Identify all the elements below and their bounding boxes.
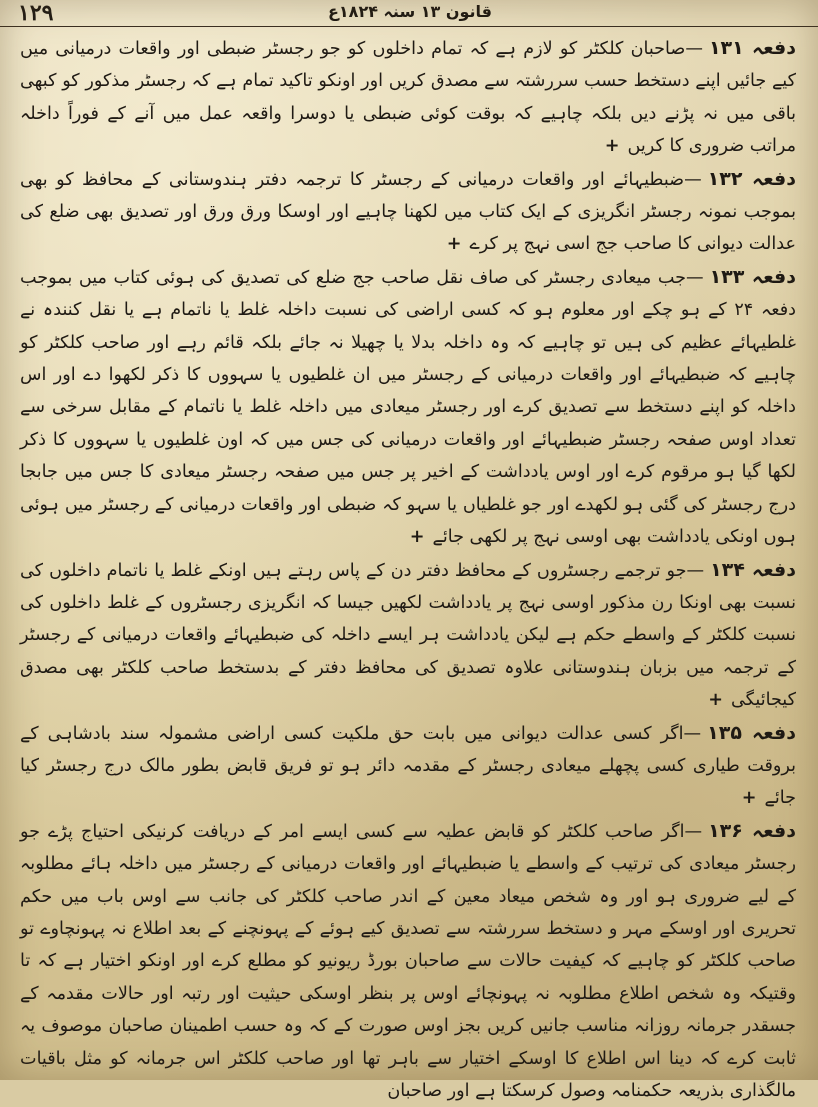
clause-135 <box>20 717 796 815</box>
page-number: ۱۲۹ <box>18 0 54 26</box>
clause-text: —ضبطیہائے اور واقعات درمیانی کے رجسٹر کا ترجمہ دفتر ہندوستانی کے محافظ کو بھی بموجب نمونہ رجسٹر انگریزی کے ایک کتاب میں لکھنا چاہیے اور اوسکا ورق ورق اور تصدیق بھی ضلع کی عدالت دیوانی کا صاحب جج اسی نہج پر کرے <box>20 169 796 255</box>
header-rule <box>0 26 818 27</box>
clause-heading: دفعہ ۱۳۲ <box>707 167 797 190</box>
clause-heading: دفعہ ۱۳۶ <box>708 819 796 842</box>
clause-text: —صاحبان کلکٹر کو لازم ہے کہ تمام داخلوں کو جو رجسٹر ضبطی اور واقعات درمیانی میں کیے جائیں اپنے دستخط حسب سررشتہ سے مصدق کریں اور اونکو تاکید تمام ہے کہ رجسٹر مذکور کو کبھی باقی میں نہ پڑنے دیں بلکہ چاہیے کہ بوقت کوئی ضبطی یا دوسرا واقعہ عمل میں آنے کے فوراً داخلہ مراتب ضروری کا کریں <box>20 39 796 157</box>
running-title: قانون ۱۳ سنہ ۱۸۲۴ع <box>327 2 493 21</box>
clause-heading: دفعہ ۱۳۵ <box>707 721 796 744</box>
clause-heading: دفعہ ۱۳۳ <box>709 265 796 288</box>
clause-end-mark: + <box>446 234 462 255</box>
clause-end-mark: + <box>741 788 757 809</box>
clause-end-mark: + <box>604 136 620 157</box>
body-text <box>20 32 796 1107</box>
clause-heading: دفعہ ۱۳۱ <box>708 37 796 59</box>
clause-133 <box>20 261 796 554</box>
clause-134 <box>20 554 796 717</box>
clause-text: —اگر صاحب کلکٹر کو قابض عطیہ سے کسی ایسے امر کے دریافت کرنیکی احتیاج پڑے جو رجسٹر میعادی کی ترتیب کے واسطے یا ضبطیہائے اور واقعات درمیانی کے رجسٹر میں داخلہ ہائے مطلوبہ کے لیے ضروری ہو اور وہ شخص میعاد معین کے اندر صاحب کلکٹر کی جانب سے اوس باب میں حکم تحریری اور اوسکے مہر و دستخط سررشتہ سے تصدیق کیے ہوئے کے پہونچنے کے بعد اطلاع نہ پہونچاوے تو صاحب کلکٹر کو چاہیے کہ کیفیت حالات سے صاحبان بورڈ ریونیو کو مطلع کرے اور اونکو اختیار ہے کہ تا وقتیکہ وہ شخص اطلاع مطلوبہ نہ پہونچائے اوس پر بنظر اوسکی حیثیت اور رتبہ اور حالات مقدمہ کے جسقدر جرمانہ روزانہ مناسب جانیں کریں بجز اوس صورت کے کہ وہ حسب اطمینان صاحبان موصوف یہ ثابت کرے کہ دینا اس اطلاع کا اوسکے اختیار سے باہر تھا اور صاحب کلکٹر اس جرمانہ کو مثل باقیات مالگذاری بذریعہ حکمنامہ وصول کرسکتا ہے اور صاحبان <box>20 821 796 1101</box>
clause-131 <box>20 32 796 163</box>
clause-text: —اگر کسی عدالت دیوانی میں بابت حق ملکیت کسی اراضی مشمولہ سند بادشاہی کے بروقت طیاری کسی پچھلے میعادی رجسٹر کے مقدمہ دائر ہو تو فریق قابض بطور مالک درج رجسٹر کیا جائے <box>20 723 796 809</box>
clause-end-mark: + <box>708 690 723 711</box>
clause-text: —جب میعادی رجسٹر کی صاف نقل صاحب جج ضلع کی تصدیق کی ہوئی کتاب میں بموجب دفعہ ۲۴ کے ہو چکے اور معلوم ہو کہ کسی اراضی کی نسبت داخلہ غلط یا ناتمام ہے یا نقل کنندہ نے غلطیہائے عظیم کی ہیں تو چاہیے کہ وہ داخلہ بدلا یا چھیلا نہ جائے بلکہ قائم رہے اور صاحب کلکٹر کو چاہیے کہ ضبطیہائے اور واقعات درمیانی کے رجسٹر میں ان غلطیوں یا سہووں کا ذکر لکھوا دے اور اس داخلہ کو اپنے دستخط سے تصدیق کرے اور رجسٹر میعادی میں داخلہ غلط یا ناتمام کے مقابل سرخی سے تعداد اوس صفحہ رجسٹر ضبطیہائے اور واقعات درمیانی کی جس میں کہ اون غلطیوں یا سہووں کا ذکر لکھا گیا ہو مرقوم کرے اور اوس یادداشت کے اخیر پر جس میں صفحہ رجسٹر میعادی کا جس میں جابجا درج رجسٹر کی گئی ہو لکھدے اور جو غلطیاں یا سہو کہ ضبطی اور واقعات درمیانی کے رجسٹر میں ہوئی ہوں اونکی یادداشت بھی اوسی نہج پر لکھی جائے <box>20 267 796 548</box>
clause-text: —جو ترجمے رجسٹروں کے محافظ دفتر دن کے پاس رہتے ہیں اونکے غلط یا ناتمام داخلوں کی نسبت بھی اونکا رن مذکور اوسی نہج پر یادداشت لکھیں جیسا کہ انگریزی رجسٹروں کے غلط داخلوں کی نسبت کلکٹر کے واسطے حکم ہے لیکن یادداشت ہر ایسے داخلہ کی ضبطیہائے واقعات درمیانی کے رجسٹر کے ترجمہ میں بزبان ہندوستانی علاوہ تصدیق کی محافظ دفتر کے بدستخط صاحب کلکٹر بھی مصدق کیجائیگی <box>20 560 796 711</box>
clause-136 <box>20 815 796 1107</box>
clause-end-mark: + <box>409 527 425 548</box>
clause-132 <box>20 163 796 261</box>
clause-heading: دفعہ ۱۳۴ <box>710 558 796 581</box>
